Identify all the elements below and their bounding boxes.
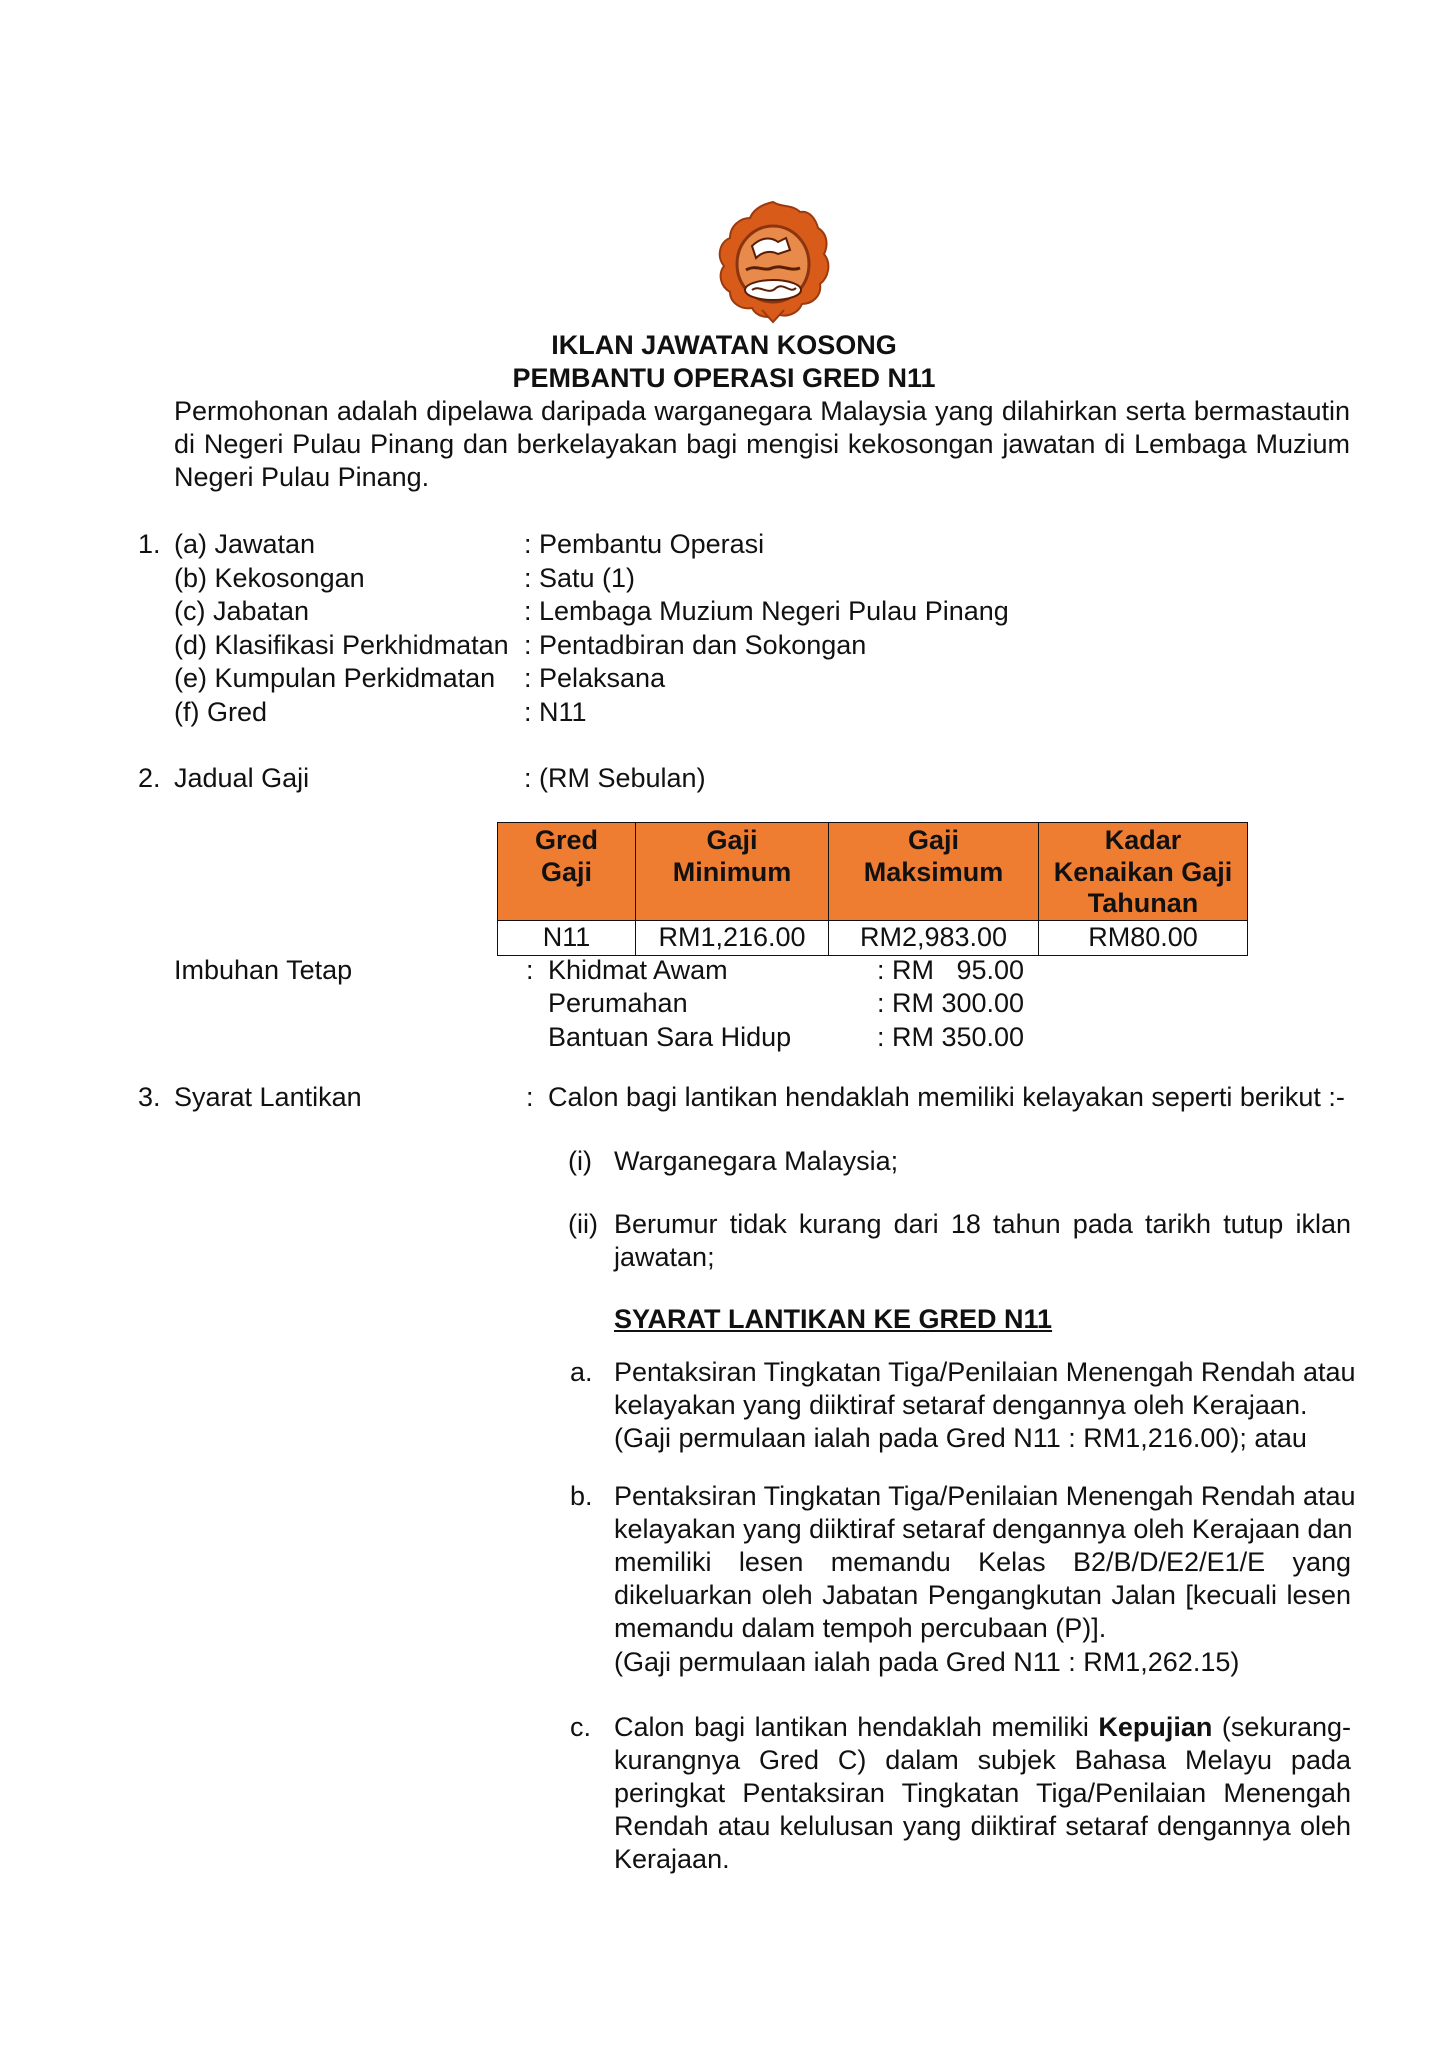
cell-annual-increment: RM80.00 (1039, 920, 1248, 956)
item-text: Pentaksiran Tingkatan Tiga/Penilaian Menengah Rendah atau (614, 1357, 1356, 1387)
section-number: 1. (138, 529, 161, 559)
table-row (498, 920, 1248, 956)
item-text: memiliki lesen memandu Kelas B2/B/D/E2/E1/E yang (614, 1547, 1351, 1577)
section1-label: (c) Jabatan (174, 596, 310, 626)
item-text: (Gaji permulaan ialah pada Gred N11 : RM1,262.15) (614, 1647, 1240, 1677)
item-text: dikeluarkan oleh Jabatan Pengangkutan Jalan [kecuali lesen (614, 1580, 1351, 1610)
item-text: kelayakan yang diiktiraf setaraf dengannya oleh Kerajaan dan (614, 1514, 1353, 1544)
cell-min-salary: RM1,216.00 (636, 920, 829, 956)
section3-label: Syarat Lantikan (174, 1082, 362, 1112)
section1-label: (d) Klasifikasi Perkhidmatan (174, 630, 509, 660)
allowance-name: Bantuan Sara Hidup (548, 1022, 792, 1052)
section1-value: : Satu (1) (524, 563, 636, 593)
section3-lead: Calon bagi lantikan hendaklah memiliki kelayakan seperti berikut :- (548, 1082, 1345, 1112)
section1-value: : Pembantu Operasi (524, 529, 765, 559)
allowance-colon: : (526, 955, 534, 985)
emphasis-text: Kepujian (1098, 1712, 1213, 1742)
intro-line: di Negeri Pulau Pinang dan berkelayakan bagi mengisi kekosongan jawatan di Lembaga Muzium (174, 429, 1350, 459)
condition-text: Berumur tidak kurang dari 18 tahun pada tarikh tutup iklan (614, 1209, 1351, 1239)
item-text: Calon bagi lantikan hendaklah memiliki Kepujian (sekurang- (614, 1712, 1351, 1742)
header-grade: Gred Gaji (498, 823, 636, 921)
item-text: Rendah atau kelulusan yang diiktiraf setaraf dengannya oleh (614, 1811, 1351, 1841)
section3-colon: : (526, 1082, 534, 1112)
section1-value: : Pelaksana (524, 663, 666, 693)
condition-marker: (i) (568, 1146, 592, 1176)
item-text: memandu dalam tempoh percubaan (P)]. (614, 1613, 1107, 1643)
salary-table (497, 822, 1248, 956)
allowance-name: Perumahan (548, 988, 688, 1018)
state-crest-logo (712, 198, 834, 324)
section1-label: (a) Jawatan (174, 529, 316, 559)
section1-label: (b) Kekosongan (174, 563, 365, 593)
document-subtitle: PEMBANTU OPERASI GRED N11 (512, 363, 936, 393)
salary-table-header-row (498, 823, 1248, 921)
section-number: 2. (138, 763, 161, 793)
allowance-value: : RM 350.00 (877, 1022, 1025, 1052)
item-marker: a. (570, 1357, 593, 1387)
section-number: 3. (138, 1082, 161, 1112)
item-text: Pentaksiran Tingkatan Tiga/Penilaian Menengah Rendah atau (614, 1481, 1356, 1511)
item-text: kurangnya Gred C) dalam subjek Bahasa Melayu pada (614, 1745, 1351, 1775)
item-text: Kerajaan. (614, 1844, 730, 1874)
section1-value: : N11 (524, 697, 587, 727)
section1-label: (f) Gred (174, 697, 268, 727)
allowance-value: : RM 300.00 (877, 988, 1025, 1018)
item-text: peringkat Pentaksiran Tingkatan Tiga/Penilaian Menengah (614, 1778, 1351, 1808)
cell-max-salary: RM2,983.00 (829, 920, 1039, 956)
allowance-name: Khidmat Awam (548, 955, 728, 985)
header-annual-increment: Kadar Kenaikan Gaji Tahunan (1039, 823, 1248, 921)
item-marker: b. (570, 1481, 593, 1511)
allowance-value: : RM 95.00 (877, 955, 1025, 985)
condition-text: jawatan; (614, 1242, 715, 1272)
section1-value: : Lembaga Muzium Negeri Pulau Pinang (524, 596, 1009, 626)
condition-text: Warganegara Malaysia; (614, 1146, 899, 1176)
section2-label: Jadual Gaji (174, 763, 310, 793)
cell-grade: N11 (498, 920, 636, 956)
header-max-salary: Gaji Maksimum (829, 823, 1039, 921)
item-text: kelayakan yang diiktiraf setaraf dengannya oleh Kerajaan. (614, 1390, 1308, 1420)
condition-marker: (ii) (568, 1209, 598, 1239)
allowance-label: Imbuhan Tetap (174, 955, 353, 985)
header-min-salary: Gaji Minimum (636, 823, 829, 921)
item-marker: c. (570, 1712, 592, 1742)
item-text: (Gaji permulaan ialah pada Gred N11 : RM1,216.00); atau (614, 1423, 1307, 1453)
subheading: SYARAT LANTIKAN KE GRED N11 (614, 1304, 1053, 1334)
intro-line: Negeri Pulau Pinang. (174, 462, 430, 492)
document-title: IKLAN JAWATAN KOSONG (551, 330, 897, 360)
section1-value: : Pentadbiran dan Sokongan (524, 630, 867, 660)
intro-line: Permohonan adalah dipelawa daripada warganegara Malaysia yang dilahirkan serta bermastautin (174, 396, 1350, 426)
section2-value: : (RM Sebulan) (524, 763, 706, 793)
section1-label: (e) Kumpulan Perkidmatan (174, 663, 496, 693)
